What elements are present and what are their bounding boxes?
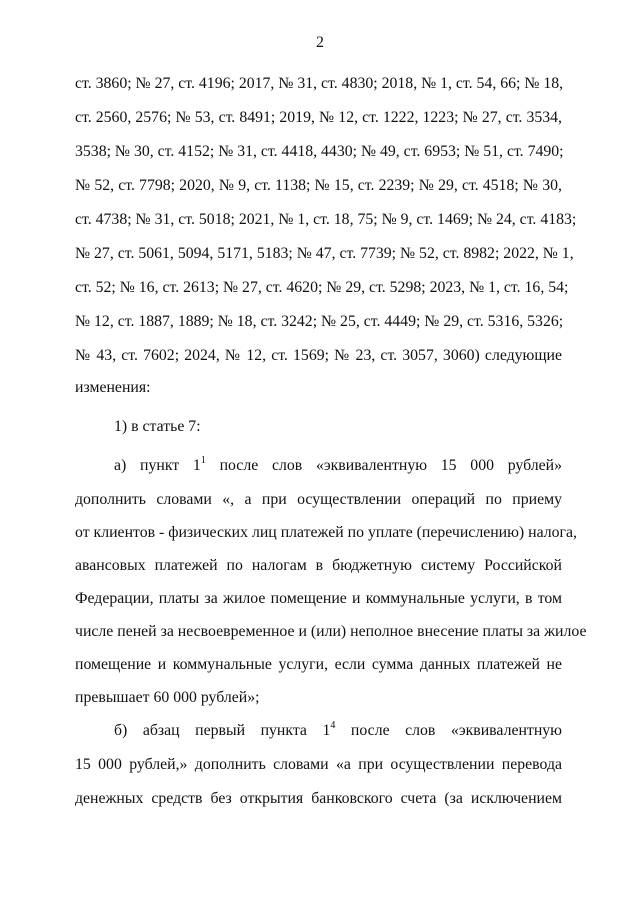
text-line: № 12, ст. 1887, 1889; № 18, ст. 3242; № 25, ст. 4449; № 29, ст. 5316, 5326; <box>75 313 564 330</box>
text-line: ст. 52; № 16, ст. 2613; № 27, ст. 4620; № 29, ст. 5298; 2023, № 1, ст. 16, 54; <box>75 279 569 296</box>
text-line: денежных средств без открытия банковского счета (за исключением <box>75 790 562 807</box>
subitem-a-text: после слов «эквивалентную 15 000 рублей» <box>205 457 562 474</box>
text-line: № 27, ст. 5061, 5094, 5171, 5183; № 47, ст. 7739; № 52, ст. 8982; 2022, № 1, <box>75 245 574 262</box>
text-line: 15 000 рублей,» дополнить словами «а при осуществлении перевода <box>75 756 562 773</box>
subitem-b-text: б) абзац первый пункта 1 <box>114 722 331 739</box>
text-line: дополнить словами «, а при осуществлении операций по приему <box>75 491 562 508</box>
text-line: № 43, ст. 7602; 2024, № 12, ст. 1569; № 23, ст. 3057, 3060) следующие <box>75 347 562 364</box>
subitem-b-text: после слов «эквивалентную <box>335 722 562 739</box>
text-line: № 52, ст. 7798; 2020, № 9, ст. 1138; № 15, ст. 2239; № 29, ст. 4518; № 30, <box>75 177 562 194</box>
subitem-a-text: а) пункт 1 <box>114 457 201 474</box>
text-line: ст. 3860; № 27, ст. 4196; 2017, № 31, ст. 4830; 2018, № 1, ст. 54, 66; № 18, <box>75 75 564 92</box>
subitem-a-first-line <box>114 456 562 476</box>
superscript: 4 <box>330 720 336 731</box>
text-line: помещение и коммунальные услуги, если сумма данных платежей не <box>75 656 562 673</box>
page-number: 2 <box>316 34 324 51</box>
text-line: 3538; № 30, ст. 4152; № 31, ст. 4418, 4430; № 49, ст. 6953; № 51, ст. 7490; <box>75 143 564 160</box>
text-line: ст. 2560, 2576; № 53, ст. 8491; 2019, № 12, ст. 1222, 1223; № 27, ст. 3534, <box>75 109 562 126</box>
text-line: от клиентов - физических лиц платежей по уплате (перечислению) налога, <box>75 524 577 541</box>
text-line: числе пеней за несвоевременное и (или) неполное внесение платы за жилое <box>75 623 587 640</box>
subitem-b-first-line <box>114 721 562 741</box>
item-heading: 1) в статье 7: <box>114 418 201 435</box>
text-line: превышает 60 000 рублей»; <box>75 689 260 706</box>
text-line: авансовых платежей по налогам в бюджетную систему Российской <box>75 557 562 574</box>
text-line: Федерации, платы за жилое помещение и коммунальные услуги, в том <box>75 590 562 607</box>
superscript: 1 <box>200 455 206 466</box>
text-line: изменения: <box>75 379 151 396</box>
text-line: ст. 4738; № 31, ст. 5018; 2021, № 1, ст. 18, 75; № 9, ст. 1469; № 24, ст. 4183; <box>75 211 577 228</box>
